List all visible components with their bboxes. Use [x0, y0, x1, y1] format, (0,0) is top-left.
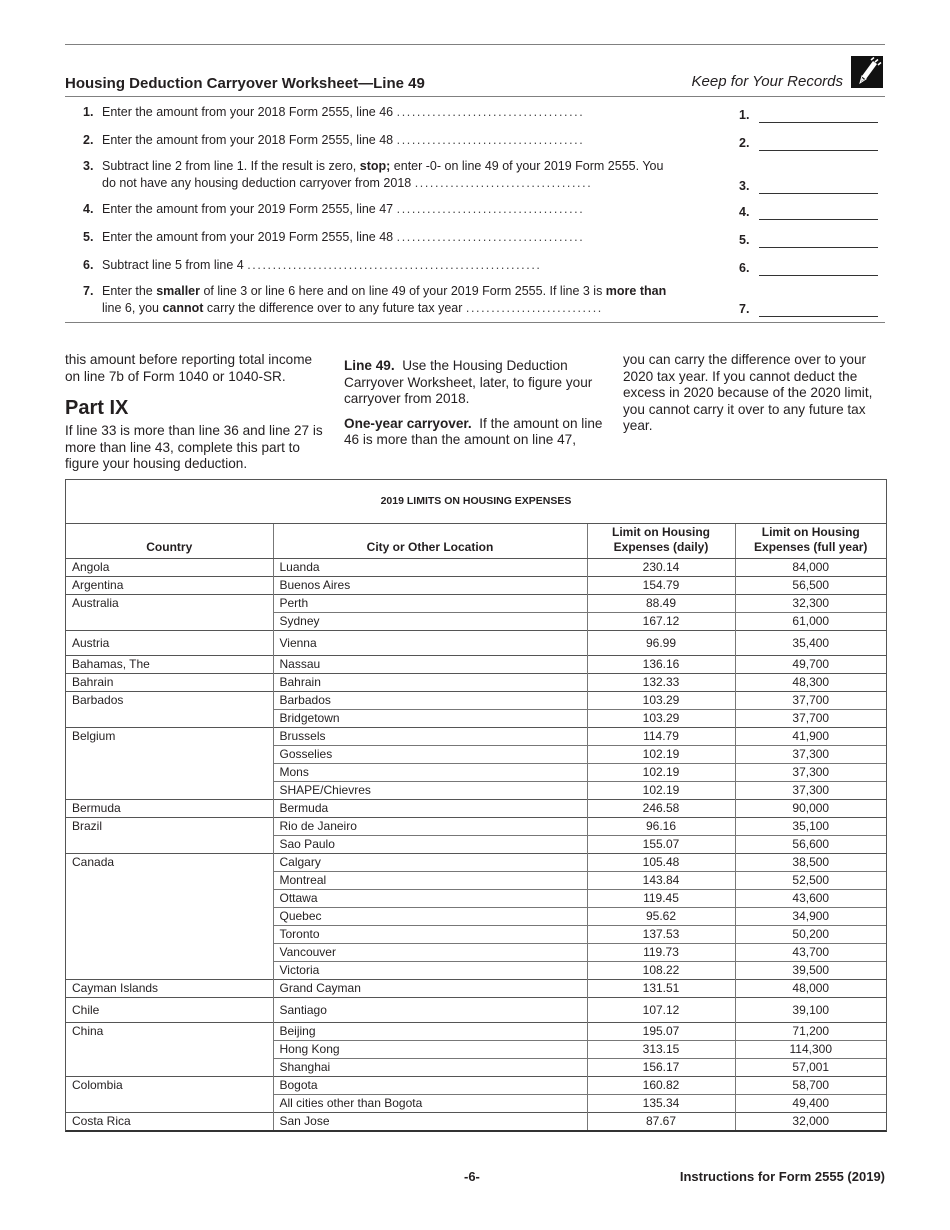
carryover-text: this amount before reporting total income on line 7b of Form 1040 or 1040-SR. [65, 352, 313, 384]
table-row [66, 559, 886, 577]
line-number: 5. [83, 230, 94, 244]
top-rule [65, 44, 885, 45]
country-cell [66, 1095, 273, 1113]
country-cell [66, 908, 273, 926]
table-row [66, 595, 886, 613]
line-4-amount-field[interactable] [759, 205, 878, 220]
annual-limit-cell: 37,700 [735, 692, 886, 710]
city-cell: Toronto [273, 926, 587, 944]
line-text-part: carry the difference over to any future tax year [203, 301, 463, 315]
daily-limit-cell: 114.79 [587, 728, 735, 746]
country-cell: Bahrain [66, 674, 273, 692]
carryover-continued-text: you can carry the difference over to your 2020 tax year. If you cannot deduct the excess in 2020 because of the 2020 limit, you cannot carry it over to any future tax year. [623, 352, 873, 433]
city-cell: Vienna [273, 631, 587, 656]
line-text: Subtract line 5 from line 4 .......................................................... [102, 258, 542, 272]
annual-limit-cell: 32,000 [735, 1113, 886, 1131]
line-text-bold: more than [605, 284, 667, 298]
annual-limit-cell: 90,000 [735, 800, 886, 818]
table-row [66, 692, 886, 710]
country-cell [66, 962, 273, 980]
annual-limit-cell: 43,600 [735, 890, 886, 908]
one-year-carryover-heading: One-year carryover. [344, 415, 472, 431]
daily-limit-cell: 96.16 [587, 818, 735, 836]
line-text: Enter the smaller of line 3 or line 6 here and on line 49 of your 2019 Form 2555. If line 3 is more than line 6, you cannot carry the difference over to any future tax year ........................... [102, 284, 667, 315]
country-cell [66, 890, 273, 908]
city-cell: Gosselies [273, 746, 587, 764]
line-label: Enter the amount from your 2019 Form 2555, line 48 [102, 230, 394, 244]
table-row [66, 836, 886, 854]
city-cell: Victoria [273, 962, 587, 980]
line-label: Enter the amount from your 2018 Form 2555, line 46 [102, 105, 394, 119]
line-text-bold: stop; [359, 159, 391, 173]
header-country: Country [66, 524, 273, 559]
table-row [66, 1113, 886, 1131]
city-cell: Mons [273, 764, 587, 782]
daily-limit-cell: 154.79 [587, 577, 735, 595]
line-text-bold: smaller [156, 284, 200, 298]
table-row [66, 872, 886, 890]
line-text-part: of line 3 or line 6 here and on line 49 of your 2019 Form 2555. If line 3 is [199, 284, 606, 298]
table-row [66, 962, 886, 980]
annual-limit-cell: 56,600 [735, 836, 886, 854]
city-cell: Hong Kong [273, 1041, 587, 1059]
daily-limit-cell: 105.48 [587, 854, 735, 872]
table-row [66, 944, 886, 962]
country-cell [66, 944, 273, 962]
pencil-icon [851, 56, 883, 88]
line-5-amount-field[interactable] [759, 233, 878, 248]
daily-limit-cell: 195.07 [587, 1023, 735, 1041]
annual-limit-cell: 34,900 [735, 908, 886, 926]
box-number: 7. [739, 302, 750, 316]
line-text-part: do not have any housing deduction carryover from 2018 [102, 176, 412, 190]
annual-limit-cell: 37,300 [735, 782, 886, 800]
line-text-part: Subtract line 2 from line 1. If the result is zero, [102, 159, 360, 173]
city-cell: Bermuda [273, 800, 587, 818]
line-text: Subtract line 2 from line 1. If the result is zero, stop; enter -0- on line 49 of your 2019 Form 2555. You do not have any housing deduction carryover from 2018 ................................... [102, 159, 664, 190]
country-cell [66, 872, 273, 890]
line-label: Enter the amount from your 2019 Form 2555, line 47 [102, 202, 394, 216]
table-row [66, 1077, 886, 1095]
annual-limit-cell: 71,200 [735, 1023, 886, 1041]
annual-limit-cell: 50,200 [735, 926, 886, 944]
daily-limit-cell: 137.53 [587, 926, 735, 944]
city-cell: Bogota [273, 1077, 587, 1095]
city-cell: Santiago [273, 998, 587, 1023]
one-year-carryover-text: If the amount on line 46 is more than the amount on line 47, [344, 415, 603, 447]
box-number: 2. [739, 136, 750, 150]
annual-limit-cell: 48,000 [735, 980, 886, 998]
annual-limit-cell: 32,300 [735, 595, 886, 613]
worksheet-title: Housing Deduction Carryover Worksheet—Line 49 [65, 75, 425, 92]
annual-limit-cell: 61,000 [735, 613, 886, 631]
country-cell: Cayman Islands [66, 980, 273, 998]
daily-limit-cell: 119.45 [587, 890, 735, 908]
table-row [66, 854, 886, 872]
part-ix-heading: Part IX [65, 397, 129, 419]
worksheet-bottom-rule [65, 322, 885, 323]
table-caption: 2019 LIMITS ON HOUSING EXPENSES [66, 480, 886, 524]
line-text: Enter the amount from your 2019 Form 2555, line 47 ..................................... [102, 202, 585, 216]
city-cell: Buenos Aires [273, 577, 587, 595]
line-6-amount-field[interactable] [759, 261, 878, 276]
daily-limit-cell: 143.84 [587, 872, 735, 890]
housing-limits-table [65, 479, 887, 1132]
annual-limit-cell: 56,500 [735, 577, 886, 595]
country-cell: Australia [66, 595, 273, 613]
daily-limit-cell: 167.12 [587, 613, 735, 631]
annual-limit-cell: 57,001 [735, 1059, 886, 1077]
country-cell: Costa Rica [66, 1113, 273, 1131]
daily-limit-cell: 131.51 [587, 980, 735, 998]
daily-limit-cell: 87.67 [587, 1113, 735, 1131]
daily-limit-cell: 102.19 [587, 746, 735, 764]
country-cell [66, 926, 273, 944]
line-49-paragraph [344, 358, 609, 408]
country-cell: China [66, 1023, 273, 1041]
daily-limit-cell: 102.19 [587, 764, 735, 782]
line-number: 6. [83, 258, 94, 272]
city-cell: Bridgetown [273, 710, 587, 728]
city-cell: Ottawa [273, 890, 587, 908]
daily-limit-cell: 156.17 [587, 1059, 735, 1077]
city-cell: Grand Cayman [273, 980, 587, 998]
city-cell: Calgary [273, 854, 587, 872]
daily-limit-cell: 96.99 [587, 631, 735, 656]
city-cell: All cities other than Bogota [273, 1095, 587, 1113]
line-text: Enter the amount from your 2019 Form 2555, line 48 ..................................... [102, 230, 585, 244]
line-text-part: Enter the [102, 284, 157, 298]
table-row [66, 800, 886, 818]
city-cell: Vancouver [273, 944, 587, 962]
daily-limit-cell: 103.29 [587, 692, 735, 710]
city-cell: Rio de Janeiro [273, 818, 587, 836]
country-cell [66, 746, 273, 764]
city-cell: Bahrain [273, 674, 587, 692]
line-49-text: Use the Housing Deduction Carryover Worksheet, later, to figure your carryover from 2018. [344, 358, 593, 406]
worksheet-header [65, 54, 885, 97]
annual-limit-cell: 49,400 [735, 1095, 886, 1113]
table-row [66, 613, 886, 631]
annual-limit-cell: 35,100 [735, 818, 886, 836]
header-city: City or Other Location [273, 524, 587, 559]
table-header-row [66, 524, 886, 559]
city-cell: Shanghai [273, 1059, 587, 1077]
table-row [66, 926, 886, 944]
line-text-part: enter -0- on line 49 of your 2019 Form 2555. You [390, 159, 664, 173]
country-cell: Austria [66, 631, 273, 656]
table-row [66, 818, 886, 836]
table-row [66, 1023, 886, 1041]
box-number: 6. [739, 261, 750, 275]
country-cell: Bahamas, The [66, 656, 273, 674]
table-row [66, 728, 886, 746]
country-cell [66, 613, 273, 631]
column-3 [623, 352, 885, 443]
country-cell: Colombia [66, 1077, 273, 1095]
table-row [66, 674, 886, 692]
line-text: Enter the amount from your 2018 Form 2555, line 48 ..................................... [102, 133, 585, 147]
line-label: Enter the amount from your 2018 Form 2555, line 48 [102, 133, 394, 147]
daily-limit-cell: 108.22 [587, 962, 735, 980]
line-number: 3. [83, 159, 94, 173]
annual-limit-cell: 41,900 [735, 728, 886, 746]
city-cell: San Jose [273, 1113, 587, 1131]
table-row [66, 746, 886, 764]
line-text-bold: cannot [162, 301, 204, 315]
line-text-part: line 6, you [102, 301, 163, 315]
annual-limit-cell: 43,700 [735, 944, 886, 962]
annual-limit-cell: 58,700 [735, 1077, 886, 1095]
annual-limit-cell: 39,500 [735, 962, 886, 980]
city-cell: Luanda [273, 559, 587, 577]
table-row [66, 980, 886, 998]
country-cell [66, 782, 273, 800]
daily-limit-cell: 88.49 [587, 595, 735, 613]
daily-limit-cell: 230.14 [587, 559, 735, 577]
part-ix-intro: If line 33 is more than line 36 and line 27 is more than line 43, complete this part to figure your housing deduction. [65, 423, 323, 471]
city-cell: Sydney [273, 613, 587, 631]
annual-limit-cell: 52,500 [735, 872, 886, 890]
footer-document-title: Instructions for Form 2555 (2019) [679, 1169, 885, 1184]
city-cell: Montreal [273, 872, 587, 890]
line-number: 7. [83, 284, 94, 298]
table-row [66, 890, 886, 908]
line-number: 2. [83, 133, 94, 147]
keep-for-records-label: Keep for Your Records [691, 73, 843, 90]
daily-limit-cell: 103.29 [587, 710, 735, 728]
line-49-heading: Line 49. [344, 358, 395, 373]
box-number: 1. [739, 108, 750, 122]
daily-limit-cell: 135.34 [587, 1095, 735, 1113]
country-cell: Brazil [66, 818, 273, 836]
daily-limit-cell: 132.33 [587, 674, 735, 692]
country-cell [66, 1059, 273, 1077]
city-cell: Beijing [273, 1023, 587, 1041]
daily-limit-cell: 136.16 [587, 656, 735, 674]
city-cell: Barbados [273, 692, 587, 710]
annual-limit-cell: 84,000 [735, 559, 886, 577]
line-3-amount-field[interactable] [759, 179, 878, 194]
table-row [66, 577, 886, 595]
line-7-amount-field[interactable] [759, 302, 878, 317]
country-cell [66, 1041, 273, 1059]
table-row [66, 908, 886, 926]
table-row [66, 764, 886, 782]
box-number: 5. [739, 233, 750, 247]
country-cell: Belgium [66, 728, 273, 746]
table-row [66, 710, 886, 728]
header-daily-limit: Limit on Housing Expenses (daily) [587, 524, 735, 559]
column-2 [344, 358, 609, 457]
country-cell: Canada [66, 854, 273, 872]
city-cell: Perth [273, 595, 587, 613]
city-cell: Quebec [273, 908, 587, 926]
line-number: 4. [83, 202, 94, 216]
box-number: 4. [739, 205, 750, 219]
line-2-amount-field[interactable] [759, 136, 878, 151]
daily-limit-cell: 313.15 [587, 1041, 735, 1059]
daily-limit-cell: 107.12 [587, 998, 735, 1023]
header-annual-limit: Limit on Housing Expenses (full year) [735, 524, 886, 559]
city-cell: Nassau [273, 656, 587, 674]
table-row [66, 782, 886, 800]
daily-limit-cell: 155.07 [587, 836, 735, 854]
annual-limit-cell: 35,400 [735, 631, 886, 656]
table-row [66, 1059, 886, 1077]
annual-limit-cell: 37,300 [735, 764, 886, 782]
box-number: 3. [739, 179, 750, 193]
country-cell [66, 764, 273, 782]
table-row [66, 998, 886, 1023]
one-year-carryover-paragraph [344, 416, 609, 449]
country-cell [66, 710, 273, 728]
line-number: 1. [83, 105, 94, 119]
country-cell: Angola [66, 559, 273, 577]
annual-limit-cell: 38,500 [735, 854, 886, 872]
table-row [66, 1095, 886, 1113]
line-1-amount-field[interactable] [759, 108, 878, 123]
line-text: Enter the amount from your 2018 Form 2555, line 46 ..................................... [102, 105, 585, 119]
page-number: -6- [464, 1169, 480, 1184]
daily-limit-cell: 160.82 [587, 1077, 735, 1095]
annual-limit-cell: 48,300 [735, 674, 886, 692]
daily-limit-cell: 119.73 [587, 944, 735, 962]
annual-limit-cell: 39,100 [735, 998, 886, 1023]
line-label: Subtract line 5 from line 4 [102, 258, 244, 272]
table-row [66, 1041, 886, 1059]
city-cell: SHAPE/Chievres [273, 782, 587, 800]
country-cell: Barbados [66, 692, 273, 710]
table-row [66, 656, 886, 674]
annual-limit-cell: 114,300 [735, 1041, 886, 1059]
country-cell: Bermuda [66, 800, 273, 818]
country-cell: Argentina [66, 577, 273, 595]
country-cell [66, 836, 273, 854]
country-cell: Chile [66, 998, 273, 1023]
city-cell: Brussels [273, 728, 587, 746]
annual-limit-cell: 37,700 [735, 710, 886, 728]
daily-limit-cell: 95.62 [587, 908, 735, 926]
annual-limit-cell: 49,700 [735, 656, 886, 674]
daily-limit-cell: 246.58 [587, 800, 735, 818]
column-1 [65, 352, 330, 481]
table-row [66, 631, 886, 656]
daily-limit-cell: 102.19 [587, 782, 735, 800]
city-cell: Sao Paulo [273, 836, 587, 854]
annual-limit-cell: 37,300 [735, 746, 886, 764]
